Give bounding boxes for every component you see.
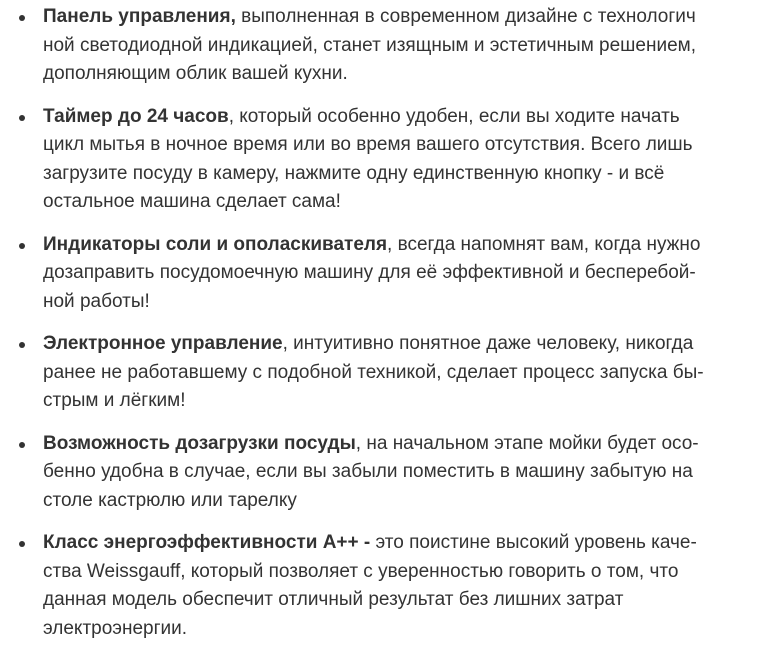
list-item: [0, 3, 768, 89]
feature-text: , на начальном этапе мойки будет осо- бенно удобна в случае, если вы забыли поместить в машину забытую на столе кастрюлю или тарелку: [43, 432, 699, 511]
bullet-icon: [19, 541, 25, 547]
feature-list: [0, 3, 768, 643]
bullet-icon: [19, 15, 25, 21]
feature-title: Электронное управление: [43, 333, 283, 354]
bullet-icon: [19, 342, 25, 348]
bullet-icon: [19, 442, 25, 448]
feature-text: выполненная в современном дизайне с технологич ной светодиодной индикацией, станет изящным и эстетичным решением, дополняющим облик вашей кухни.: [43, 6, 697, 84]
feature-title: Индикаторы соли и ополаскивателя: [43, 233, 388, 255]
feature-text: , всегда напомнят вам, когда нужно дозаправить посудомоечную машину для её эффективной и бесперебой- ной работы!: [43, 233, 701, 312]
feature-text: , интуитивно понятное даже человеку, никогда ранее не работавшему с подобной техникой, сделает процесс запуска бы- стрым и лёгким!: [43, 333, 704, 411]
feature-text: , который особенно удобен, если вы ходите начать цикл мытья в ночное время или во время вашего отсутствия. Всего лишь загрузите посуду в камеру, нажмите одну единственную кнопку - и всё остальное машина сделает сама!: [43, 105, 693, 212]
feature-title: Таймер до 24 часов: [43, 105, 229, 127]
feature-title: Панель управления,: [43, 6, 236, 27]
list-item: [0, 103, 768, 217]
list-item: [0, 330, 768, 416]
feature-text: это поистине высокий уровень каче- ства Weissgauff, который позволяет с уверенностью говорить о том, что данная модель обеспечит отличный результат без лишних затрат электроэнергии.: [43, 532, 697, 639]
feature-title: Возможность дозагрузки посуды: [43, 432, 356, 454]
feature-title: Класс энергоэффективности А++ -: [43, 532, 371, 553]
bullet-icon: [19, 115, 25, 121]
list-item: [0, 529, 768, 643]
list-item: [0, 231, 768, 317]
list-item: [0, 430, 768, 516]
bullet-icon: [19, 243, 25, 249]
